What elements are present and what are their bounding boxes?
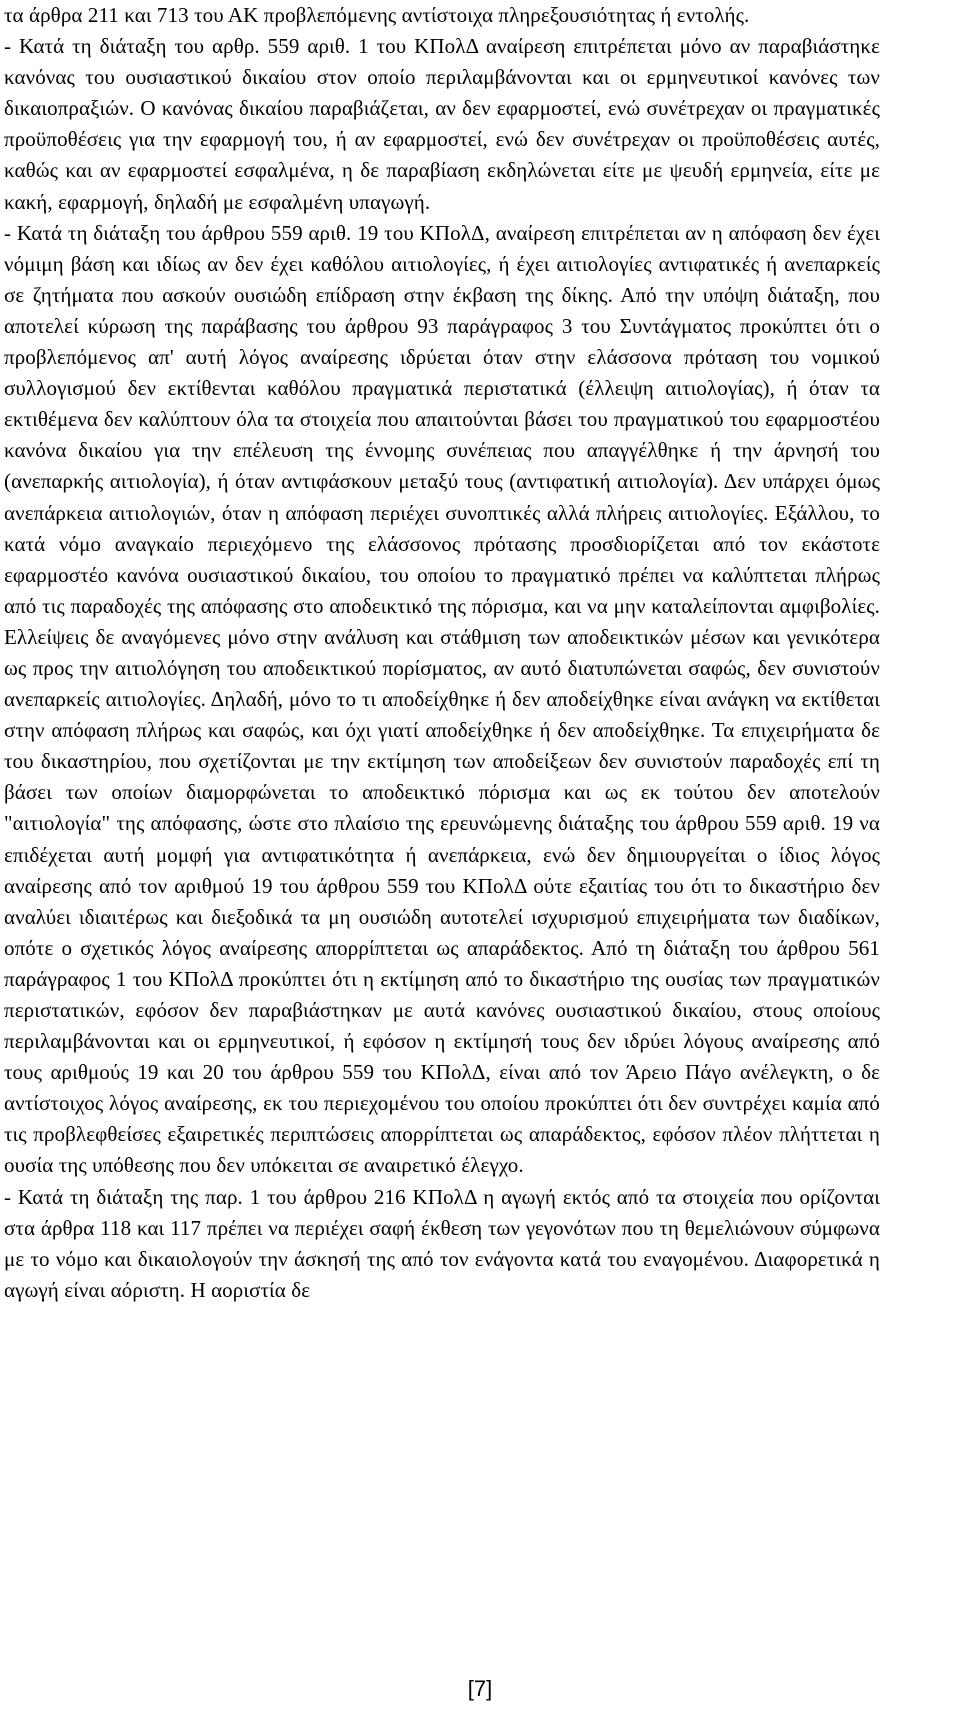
paragraph-article-559-1: - Κατά τη διάταξη του αρθρ. 559 αριθ. 1 του ΚΠολΔ αναίρεση επιτρέπεται μόνο αν παραβιάστηκε κανόνας του ουσιαστικού δικαίου στον οποίο περιλαμβάνονται και οι ερμηνευτικοί κανόνες των δικαιοπραξιών. Ο κανόνας δικαίου παραβιάζεται, αν δεν εφαρμοστεί, ενώ συνέτρεχαν οι πραγματικές προϋποθέσεις για την εφαρμογή του, ή αν εφαρμοστεί, ενώ δεν συνέτρεχαν οι προϋποθέσεις αυτές, καθώς και αν εφαρμοστεί εσφαλμένα, η δε παραβίαση εκδηλώνεται είτε με ψευδή ερμηνεία, είτε με κακή, εφαρμογή, δηλαδή με εσφαλμένη υπαγωγή.	[4, 34, 880, 214]
page-number: [7]	[467, 1676, 493, 1701]
paragraph-intro: τα άρθρα 211 και 713 του ΑΚ προβλεπόμενης αντίστοιχα πληρεξουσιότητας ή εντολής.	[4, 3, 750, 27]
paragraph-article-559-19: - Κατά τη διάταξη του άρθρου 559 αριθ. 19 του ΚΠολΔ, αναίρεση επιτρέπεται αν η απόφαση δεν έχει νόμιμη βάση και ιδίως αν δεν έχει καθόλου αιτιολογίες, ή έχει αιτιολογίες αντιφατικές ή ανεπαρκείς σε ζητήματα που ασκούν ουσιώδη επίδραση στην έκβαση της δίκης. Από την υπόψη διάταξη, που αποτελεί κύρωση της παράβασης του άρθρου 93 παράγραφος 3 του Συντάγματος προκύπτει ότι ο προβλεπόμενος απ' αυτή λόγος αναίρεσης ιδρύεται όταν στην ελάσσονα πρόταση του νομικού συλλογισμού δεν εκτίθενται καθόλου πραγματικά περιστατικά (έλλειψη αιτιολογίας), ή όταν τα εκτιθέμενα δεν καλύπτουν όλα τα στοιχεία που απαιτούνται βάσει του πραγματικού του εφαρμοστέου κανόνα δικαίου για την επέλευση της έννομης συνέπειας που απαγγέλθηκε ή την άρνησή του (ανεπαρκής αιτιολογία), ή όταν αντιφάσκουν μεταξύ τους (αντιφατική αιτιολογία). Δεν υπάρχει όμως ανεπάρκεια αιτιολογιών, όταν η απόφαση περιέχει συνοπτικές αλλά πλήρεις αιτιολογίες. Εξάλλου, το κατά νόμο αναγκαίο περιεχόμενο της ελάσσονος πρότασης προσδιορίζεται από τον εκάστοτε εφαρμοστέο κανόνα ουσιαστικού δικαίου, του οποίου το πραγματικό πρέπει να καλύπτεται πλήρως από τις παραδοχές της απόφασης στο αποδεικτικό της πόρισμα, και να μην καταλείπονται αμφιβολίες. Ελλείψεις δε αναγόμενες μόνο στην ανάλυση και στάθμιση των αποδεικτικών μέσων και γενικότερα ως προς την αιτιολόγηση του αποδεικτικού πορίσματος, αν αυτό διατυπώνεται σαφώς, δεν συνιστούν ανεπαρκείς αιτιολογίες. Δηλαδή, μόνο το τι αποδείχθηκε ή δεν αποδείχθηκε είναι ανάγκη να εκτίθεται στην απόφαση πλήρως και σαφώς, και όχι γιατί αποδείχθηκε ή δεν αποδείχθηκε. Τα επιχειρήματα δε του δικαστηρίου, που σχετίζονται με την εκτίμηση των αποδείξεων δεν συνιστούν παραδοχές επί τη βάσει των οποίων διαμορφώνεται το αποδεικτικό πόρισμα και ως εκ τούτου δεν αποτελούν "αιτιολογία" της απόφασης, ώστε στο πλαίσιο της ερευνώμενης διάταξης του άρθρου 559 αριθ. 19 να επιδέχεται αυτή μομφή για αντιφατικότητα ή ανεπάρκεια, ενώ δεν δημιουργείται ο ίδιος λόγος αναίρεσης από τον αριθμού 19 του άρθρου 559 του ΚΠολΔ ούτε εξαιτίας του ότι το δικαστήριο δεν αναλύει ιδιαιτέρως και διεξοδικά τα μη ουσιώδη αυτοτελεί ισχυρισμού επιχειρήματα των διαδίκων, οπότε ο σχετικός λόγος αναίρεσης απορρίπτεται ως απαράδεκτος. Από τη διάταξη του άρθρου 561 παράγραφος 1 του ΚΠολΔ προκύπτει ότι η εκτίμηση από το δικαστήριο της ουσίας των πραγματικών περιστατικών, εφόσον δεν παραβιάστηκαν με αυτά κανόνες ουσιαστικού δικαίου, στους οποίους περιλαμβάνονται και οι ερμηνευτικοί, ή εφόσον η εκτίμησή τους δεν ιδρύει λόγους αναίρεσης από τους αριθμούς 19 και 20 του άρθρου 559 του ΚΠολΔ, είναι από τον Άρειο Πάγο ανέλεγκτη, ο δε αντίστοιχος λόγος αναίρεσης, εκ του περιεχομένου του οποίου προκύπτει ότι δεν συντρέχει καμία από τις προβλεφθείσες εξαιρετικές περιπτώσεις απορρίπτεται ως απαράδεκτος, εφόσον πλέον πλήττεται η ουσία της υπόθεσης που δεν υπόκειται σε αναιρετικό έλεγχο.	[4, 220, 880, 1178]
paragraph-article-216: - Κατά τη διάταξη της παρ. 1 του άρθρου 216 ΚΠολΔ η αγωγή εκτός από τα στοιχεία που ορίζονται στα άρθρα 118 και 117 πρέπει να περιέχει σαφή έκθεση των γεγονότων που τη θεμελιώνουν σύμφωνα με το νόμο και δικαιολογούν την άσκησή της από τον ενάγοντα κατά του εναγομένου. Διαφορετικά η αγωγή είναι αόριστη. Η αοριστία δε	[4, 1184, 880, 1302]
document-body	[4, 0, 880, 1306]
